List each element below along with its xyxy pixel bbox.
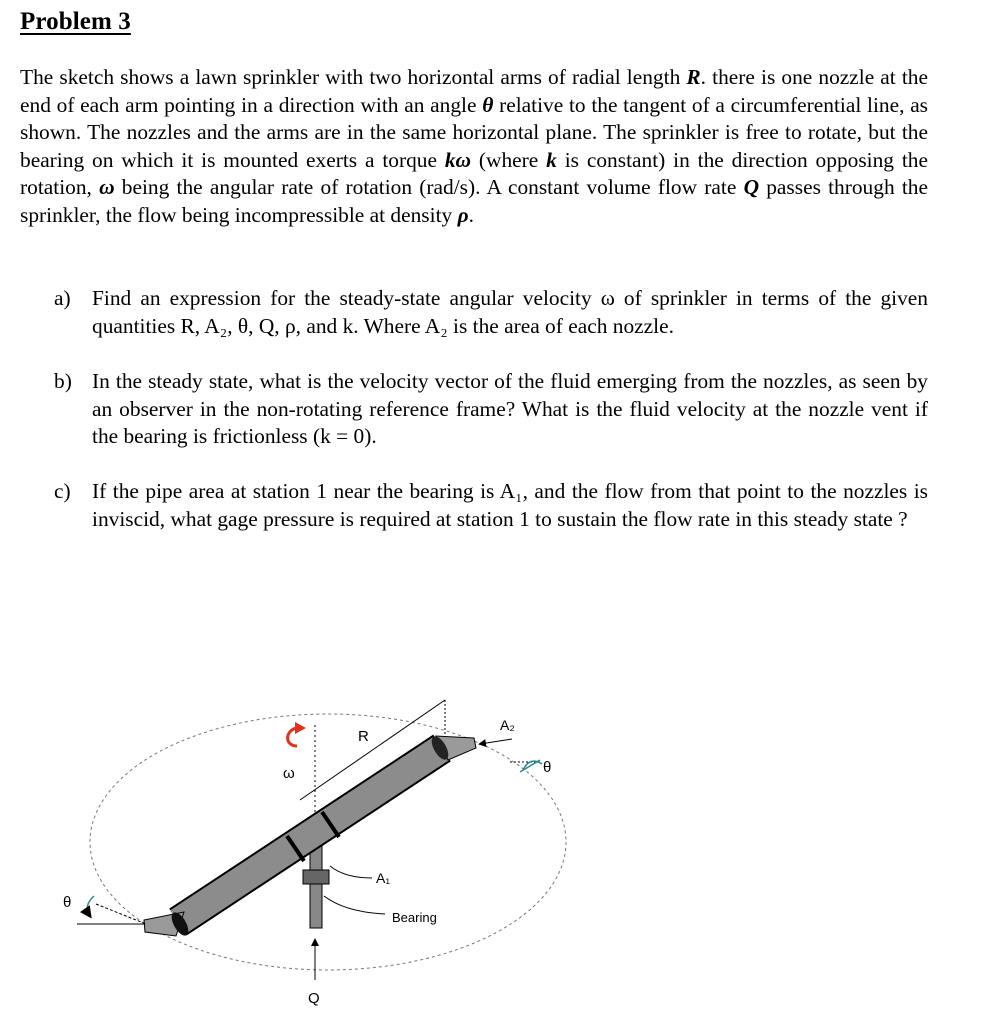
question-b-text: In the steady state, what is the velocity vector of the fluid emerging from the nozzles, as seen by an observer in the non-rotating reference frame? What is the fluid velocity at the nozzle vent if the bearing is frictionless (k = 0). [92, 369, 928, 449]
question-a-marker: a) [54, 286, 71, 310]
label-omega: ω [283, 765, 295, 782]
question-c-text: If the pipe area at station 1 near the bearing is A₁, and the flow from that point to the nozzles is inviscid, what gage pressure is required at station 1 to sustain the flow rate in this steady state ? [92, 479, 928, 531]
question-b-marker: b) [54, 369, 72, 393]
question-a [54, 285, 928, 340]
problem-statement: The sketch shows a lawn sprinkler with two horizontal arms of radial length R. there is one nozzle at the end of each arm pointing in a direction with an angle θ relative to the tangent of a circumferential line, as shown. The nozzles and the arms are in the same horizontal plane. The sprinkler is free to rotate, but the bearing on which it is mounted exerts a torque kω (where k is constant) in the direction opposing the rotation, ω being the angular rate of rotation (rad/s). A constant volume flow rate Q passes through the sprinkler, the flow being incompressible at density ρ. [20, 65, 929, 227]
sprinkler-figure [60, 680, 580, 1015]
omega-arrowhead-icon [295, 722, 306, 734]
theta-left-flow-line [96, 904, 146, 924]
label-theta-right: θ [543, 759, 552, 776]
question-c [54, 478, 928, 533]
label-q: Q [308, 990, 320, 1007]
theta-left-arc [87, 896, 94, 916]
bearing-leader [324, 896, 385, 914]
a1-leader [330, 866, 372, 878]
question-b [54, 368, 928, 451]
question-c-marker: c) [54, 479, 71, 503]
label-theta-left: θ [63, 894, 72, 911]
label-r: R [358, 728, 369, 745]
label-a1: A₁ [376, 870, 391, 886]
label-a2: A₂ [500, 717, 515, 733]
a2-arrow [480, 739, 512, 744]
question-a-text: Find an expression for the steady-state angular velocity ω of sprinkler in terms of the given quantities R, A₂, θ, Q, ρ, and k. Where A₂ is the area of each nozzle. [92, 286, 928, 338]
problem-title: Problem 3 [20, 8, 131, 35]
bearing-collar [303, 870, 329, 884]
label-bearing: Bearing [392, 910, 437, 925]
